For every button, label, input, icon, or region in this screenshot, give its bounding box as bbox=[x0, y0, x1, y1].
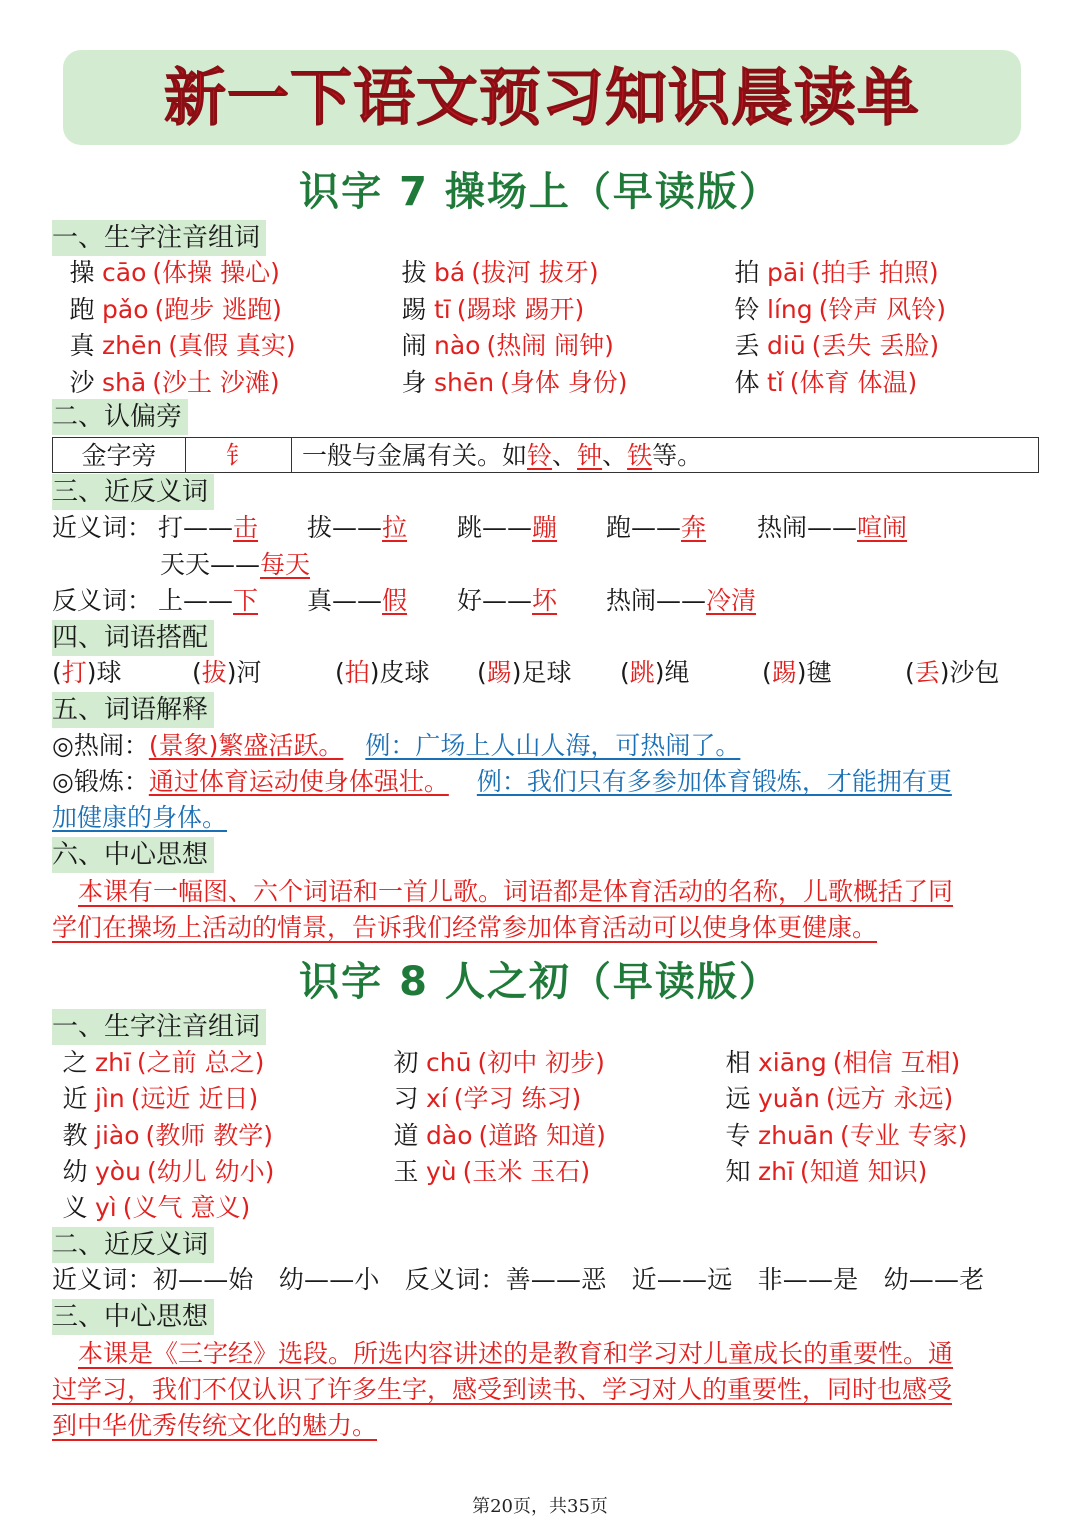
colloc-verb: 跳 bbox=[629, 658, 655, 687]
words: (学习 练习) bbox=[453, 1084, 582, 1114]
synonym-pair bbox=[606, 511, 706, 545]
radical-desc-b: 等。 bbox=[652, 441, 703, 470]
char: 相 bbox=[725, 1048, 751, 1077]
char: 闹 bbox=[401, 331, 427, 360]
antonym-pair bbox=[158, 584, 258, 618]
pinyin: yì bbox=[95, 1193, 117, 1223]
lesson7-section1-heading: 一、生字注音组词 bbox=[52, 220, 266, 256]
pair-b: 蹦 bbox=[532, 513, 558, 542]
pinyin: zhī bbox=[95, 1048, 131, 1077]
pinyin: yuǎn bbox=[758, 1084, 820, 1114]
char: 沙 bbox=[69, 367, 95, 397]
char-entry bbox=[727, 329, 939, 363]
char-entry bbox=[62, 329, 296, 363]
char-entry bbox=[55, 1082, 258, 1116]
char: 之 bbox=[62, 1048, 88, 1077]
pair-b: 每天 bbox=[260, 550, 311, 579]
pinyin: shā bbox=[102, 367, 147, 397]
char-entry bbox=[394, 366, 628, 400]
char-entry bbox=[62, 366, 280, 400]
synonym-pair bbox=[457, 511, 557, 545]
char: 知 bbox=[725, 1156, 751, 1186]
antonym-pair bbox=[457, 584, 557, 618]
pinyin: zhī bbox=[758, 1156, 794, 1186]
radical-symbol: 钅 bbox=[186, 438, 292, 472]
char-entry bbox=[55, 1119, 273, 1153]
char: 操 bbox=[69, 258, 95, 287]
radical-example: 钟 bbox=[577, 441, 603, 470]
lesson7-section4-heading: 四、词语搭配 bbox=[52, 620, 214, 656]
char: 踢 bbox=[401, 294, 427, 324]
char-entry bbox=[394, 293, 584, 327]
theme-line: 本课是《三字经》选段。所选内容讲述的是教育和学习对儿童成长的重要性。通 bbox=[78, 1339, 954, 1368]
colloc-noun: 球 bbox=[96, 658, 122, 687]
colloc-noun: 皮球 bbox=[379, 658, 430, 687]
radical-sep: 、 bbox=[552, 441, 578, 470]
char: 丢 bbox=[734, 331, 760, 360]
char: 初 bbox=[393, 1048, 419, 1077]
pair-b: 击 bbox=[233, 513, 259, 542]
words: (远近 近日) bbox=[130, 1084, 259, 1114]
pinyin: xiāng bbox=[758, 1048, 827, 1077]
theme-line: 本课有一幅图、六个词语和一首儿歌。词语都是体育活动的名称，儿歌概括了同 bbox=[78, 877, 954, 906]
char-entry bbox=[727, 366, 917, 400]
colloc-noun: 绳 bbox=[664, 658, 690, 687]
char: 近 bbox=[62, 1084, 88, 1114]
synonym-pair bbox=[160, 548, 310, 582]
words: (热闹 闹钟) bbox=[486, 331, 614, 360]
char: 铃 bbox=[734, 294, 760, 324]
words: (真假 真实) bbox=[168, 331, 296, 360]
pair-a: 跳—— bbox=[457, 513, 533, 542]
char: 幼 bbox=[62, 1156, 88, 1186]
words: (身体 身份) bbox=[500, 367, 628, 397]
pinyin: zhuān bbox=[758, 1120, 834, 1150]
synonym-pair bbox=[307, 511, 407, 545]
char-entry bbox=[55, 1155, 274, 1189]
char-entry bbox=[386, 1119, 606, 1153]
page-footer: 第20页，共35页 bbox=[472, 1496, 608, 1517]
radical-sep: 、 bbox=[602, 441, 628, 470]
char: 道 bbox=[393, 1120, 419, 1150]
collocation: (跳)绳 bbox=[620, 658, 690, 687]
colloc-verb: 丢 bbox=[914, 658, 940, 687]
char-entry bbox=[727, 293, 946, 327]
char-entry bbox=[62, 256, 280, 290]
pair-a: 热闹—— bbox=[606, 586, 707, 615]
char-entry bbox=[394, 256, 599, 290]
pair-b: 奔 bbox=[681, 513, 707, 542]
pair-b: 拉 bbox=[382, 513, 408, 542]
page-banner bbox=[63, 50, 1021, 145]
radical-desc-a: 一般与金属有关。如 bbox=[302, 441, 528, 470]
pinyin: pāi bbox=[767, 258, 806, 287]
collocation: (踢)足球 bbox=[477, 658, 572, 687]
radical-table bbox=[52, 437, 1039, 473]
pinyin: diū bbox=[767, 331, 806, 360]
pinyin: xí bbox=[426, 1084, 448, 1114]
exp-definition: (景象)繁盛活跃。 bbox=[148, 731, 344, 760]
words: (铃声 风铃) bbox=[818, 294, 947, 324]
pinyin: nào bbox=[434, 331, 481, 360]
pair-b: 冷清 bbox=[706, 586, 757, 615]
colloc-verb: 踢 bbox=[486, 658, 512, 687]
char-entry bbox=[718, 1046, 960, 1080]
words: (之前 总之) bbox=[136, 1048, 265, 1077]
pinyin: pǎo bbox=[102, 294, 149, 324]
lesson7-section6-heading: 六、中心思想 bbox=[52, 837, 214, 873]
pair-b: 喧闹 bbox=[857, 513, 908, 542]
pair-b: 坏 bbox=[532, 586, 558, 615]
pinyin: zhēn bbox=[102, 331, 163, 360]
words: (丢失 丢脸) bbox=[811, 331, 940, 360]
char-entry bbox=[386, 1082, 581, 1116]
char-entry bbox=[718, 1119, 967, 1153]
colloc-verb: 拔 bbox=[201, 658, 227, 687]
theme-line: 到中华优秀传统文化的魅力。 bbox=[52, 1411, 378, 1440]
collocation: (丢)沙包 bbox=[905, 658, 1000, 687]
collocation: (拔)河 bbox=[192, 658, 262, 687]
char: 教 bbox=[62, 1120, 88, 1150]
pinyin: jìn bbox=[95, 1084, 125, 1114]
colloc-noun: 河 bbox=[236, 658, 262, 687]
words: (幼儿 幼小) bbox=[146, 1156, 275, 1186]
pair-a: 拔—— bbox=[307, 513, 383, 542]
pinyin: chū bbox=[426, 1048, 472, 1077]
theme-line: 学们在操场上活动的情景，告诉我们经常参加体育活动可以使身体更健康。 bbox=[52, 913, 878, 942]
char: 专 bbox=[725, 1120, 751, 1150]
radical-description bbox=[292, 438, 702, 472]
char: 身 bbox=[401, 367, 427, 397]
pinyin: yòu bbox=[95, 1156, 141, 1186]
lesson7-section5-heading: 五、词语解释 bbox=[52, 692, 214, 728]
explanation-duanlian bbox=[52, 765, 952, 799]
words: (拔河 拔牙) bbox=[471, 258, 599, 287]
antonym-pair bbox=[307, 584, 407, 618]
antonym-pair bbox=[606, 584, 756, 618]
lesson7-theme bbox=[52, 874, 1032, 946]
words: (教师 教学) bbox=[145, 1120, 273, 1150]
pair-a: 上—— bbox=[158, 586, 234, 615]
exp-label: ◎锻炼： bbox=[52, 767, 149, 796]
words: (专业 专家) bbox=[839, 1120, 968, 1150]
lesson8-section1-heading: 一、生字注音组词 bbox=[52, 1009, 266, 1045]
banner-title-part1: 新一下语文预习 bbox=[163, 61, 605, 134]
words: (体育 体温) bbox=[789, 367, 918, 397]
pair-a: 跑—— bbox=[606, 513, 682, 542]
pair-a: 打—— bbox=[158, 513, 234, 542]
pair-a: 天天—— bbox=[160, 550, 261, 579]
char: 玉 bbox=[393, 1156, 419, 1186]
lesson8-section3-heading: 三、中心思想 bbox=[52, 1299, 214, 1335]
char: 义 bbox=[62, 1193, 88, 1223]
pinyin: dào bbox=[426, 1120, 473, 1150]
pinyin: líng bbox=[767, 294, 813, 324]
char-entry bbox=[55, 1191, 250, 1225]
words: (拍手 拍照) bbox=[811, 258, 939, 287]
char-entry bbox=[55, 1046, 264, 1080]
char: 远 bbox=[725, 1084, 751, 1114]
char: 跑 bbox=[69, 294, 95, 324]
pinyin: tǐ bbox=[767, 367, 784, 397]
colloc-verb: 踢 bbox=[771, 658, 797, 687]
words: (初中 初步) bbox=[477, 1048, 605, 1077]
words: (踢球 踢开) bbox=[456, 294, 585, 324]
words: (相信 互相) bbox=[832, 1048, 961, 1077]
lesson7-section2-heading: 二、认偏旁 bbox=[52, 399, 188, 435]
colloc-verb: 拍 bbox=[344, 658, 370, 687]
collocation: (拍)皮球 bbox=[335, 658, 430, 687]
colloc-noun: 沙包 bbox=[949, 658, 1000, 687]
lesson7-section3-heading: 三、近反义词 bbox=[52, 474, 214, 510]
lesson8-syn-ant-line: 近义词：初——始 幼——小 反义词：善——恶 近——远 非——是 幼——老 bbox=[52, 1265, 985, 1294]
theme-line: 过学习，我们不仅认识了许多生字，感受到读书、学习对人的重要性，同时也感受 bbox=[52, 1375, 953, 1404]
char-entry bbox=[718, 1082, 953, 1116]
pinyin: bá bbox=[434, 258, 466, 287]
radical-example: 铃 bbox=[527, 441, 553, 470]
char: 习 bbox=[393, 1084, 419, 1114]
explanation-duanlian-cont bbox=[52, 801, 227, 835]
exp-definition: 通过体育运动使身体强壮。 bbox=[148, 767, 449, 796]
collocation: (踢)毽 bbox=[762, 658, 832, 687]
synonym-label: 近义词： bbox=[52, 513, 153, 542]
antonym-label: 反义词： bbox=[52, 586, 153, 615]
words: (道路 知道) bbox=[478, 1120, 606, 1150]
char-entry bbox=[386, 1046, 605, 1080]
banner-title-part2: 知识晨读单 bbox=[605, 61, 921, 134]
exp-example-cont: 加健康的身体。 bbox=[52, 803, 228, 832]
pinyin: cāo bbox=[102, 258, 147, 287]
pinyin: jiào bbox=[95, 1120, 140, 1150]
lesson8-title: 识字 8 人之初（早读版） bbox=[299, 959, 781, 1005]
lesson7-title: 识字 7 操场上（早读版） bbox=[299, 169, 781, 215]
pair-b: 下 bbox=[233, 586, 259, 615]
synonym-pair bbox=[757, 511, 907, 545]
exp-label: ◎热闹： bbox=[52, 731, 149, 760]
pinyin: shēn bbox=[434, 367, 495, 397]
char-entry bbox=[62, 293, 282, 327]
explanation-renao bbox=[52, 729, 740, 763]
char: 真 bbox=[69, 331, 95, 360]
colloc-noun: 足球 bbox=[521, 658, 572, 687]
exp-example: 例：广场上人山人海，可热闹了。 bbox=[365, 731, 741, 760]
words: (体操 操心) bbox=[152, 258, 280, 287]
colloc-noun: 毽 bbox=[806, 658, 832, 687]
pair-a: 热闹—— bbox=[757, 513, 858, 542]
lesson8-section2-heading: 二、近反义词 bbox=[52, 1227, 214, 1263]
words: (跑步 逃跑) bbox=[154, 294, 282, 324]
words: (玉米 玉石) bbox=[462, 1156, 591, 1186]
pinyin: tī bbox=[434, 294, 451, 324]
radical-example: 铁 bbox=[627, 441, 653, 470]
words: (知道 知识) bbox=[799, 1156, 928, 1186]
exp-example: 例：我们只有多参加体育锻炼，才能拥有更 bbox=[476, 767, 952, 796]
colloc-verb: 打 bbox=[61, 658, 87, 687]
words: (义气 意义) bbox=[122, 1193, 251, 1223]
synonym-pair bbox=[158, 511, 258, 545]
pair-b: 假 bbox=[382, 586, 408, 615]
pair-a: 真—— bbox=[307, 586, 383, 615]
char: 拔 bbox=[401, 258, 427, 287]
pair-a: 好—— bbox=[457, 586, 533, 615]
radical-name: 金字旁 bbox=[53, 438, 186, 472]
char: 体 bbox=[734, 367, 760, 397]
char-entry bbox=[386, 1155, 590, 1189]
words: (远方 永远) bbox=[825, 1084, 954, 1114]
collocation: (打)球 bbox=[52, 658, 122, 687]
char: 拍 bbox=[734, 258, 760, 287]
char-entry bbox=[718, 1155, 927, 1189]
char-entry bbox=[727, 256, 939, 290]
char-entry bbox=[394, 329, 614, 363]
pinyin: yù bbox=[426, 1156, 457, 1186]
lesson8-theme bbox=[52, 1336, 1032, 1444]
words: (沙土 沙滩) bbox=[152, 367, 280, 397]
